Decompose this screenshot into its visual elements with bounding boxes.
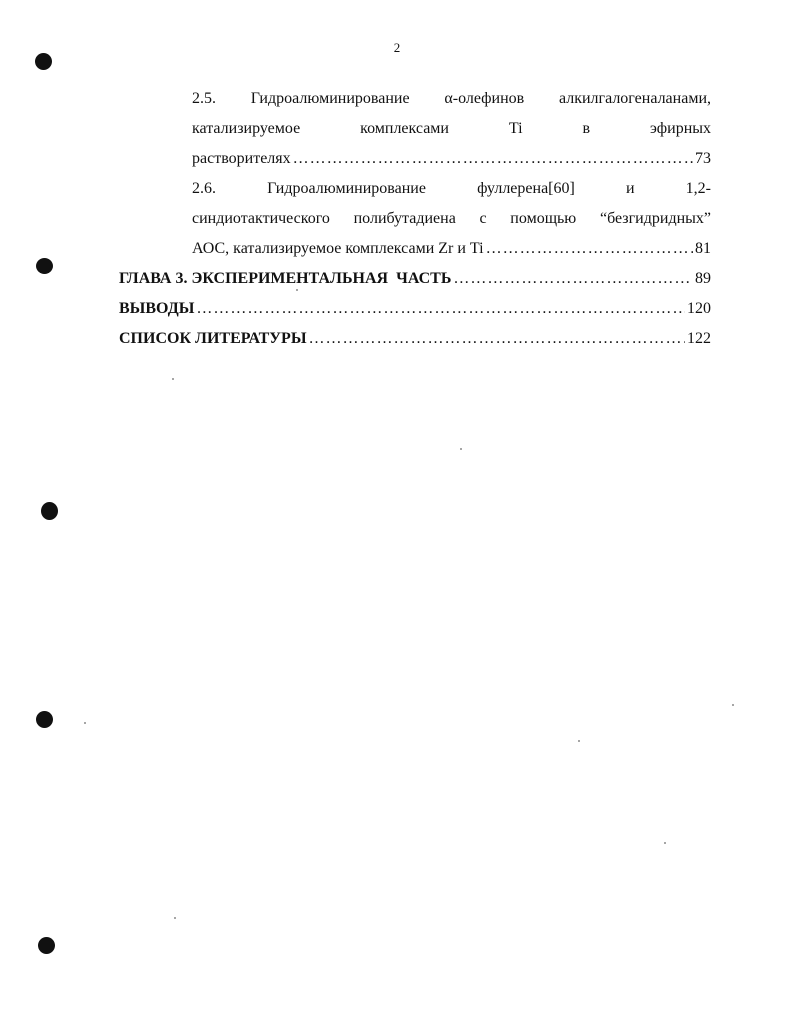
toc-references — [119, 324, 711, 354]
toc-entry-line — [192, 84, 711, 114]
toc-entry-text: растворителях — [192, 150, 291, 167]
toc-chapter-title: ВЫВОДЫ — [119, 300, 195, 317]
toc-entry-text: Гидроалюминирование α-олефинов алкилгалогеналанами, — [250, 90, 711, 107]
binder-hole-5 — [38, 937, 55, 954]
binder-hole-2 — [36, 258, 53, 274]
toc-page-number: 73 — [695, 150, 711, 167]
toc-entry-line — [192, 174, 711, 204]
toc-entry-line: синдиотактического полибутадиена с помощью “безгидридных” — [192, 210, 711, 227]
toc-chapter-title: СПИСОК ЛИТЕРАТУРЫ — [119, 330, 307, 347]
toc-page-number: 120 — [687, 300, 711, 317]
toc-entry-2-6 — [119, 174, 711, 264]
toc-entry-last-line — [192, 144, 711, 174]
binder-hole-1 — [35, 53, 52, 70]
dot-leader — [453, 264, 693, 294]
scan-speck — [578, 740, 580, 742]
scan-speck — [174, 917, 176, 919]
scan-speck — [84, 722, 86, 724]
toc-entry-last-line — [192, 234, 711, 264]
dot-leader — [293, 144, 693, 174]
toc-conclusions — [119, 294, 711, 324]
toc-entry-line: катализируемое комплексами Ti в эфирных — [192, 120, 711, 137]
scan-speck — [460, 448, 462, 450]
binder-hole-4 — [36, 711, 53, 728]
dot-leader — [486, 234, 693, 264]
toc-entry-number: 2.5. — [192, 90, 216, 107]
toc-page-number: 122 — [687, 330, 711, 347]
toc-entry-number: 2.6. — [192, 180, 216, 197]
dot-leader — [196, 294, 685, 324]
dot-leader — [309, 324, 685, 354]
toc-page-number: 89 — [695, 270, 711, 287]
toc-entry-text: АОС, катализируемое комплексами Zr и Ti — [192, 240, 484, 257]
toc-page-number: 81 — [695, 240, 711, 257]
scan-speck — [172, 378, 174, 380]
page-number: 2 — [393, 40, 401, 55]
toc-chapter-title: ГЛАВА 3. ЭКСПЕРИМЕНТАЛЬНАЯ ЧАСТЬ — [119, 270, 452, 287]
binder-hole-3 — [41, 502, 58, 520]
toc-entry-text: Гидроалюминирование фуллерена[60] и 1,2- — [267, 180, 711, 197]
table-of-contents — [119, 84, 711, 354]
toc-chapter-3 — [119, 264, 711, 294]
scan-speck — [664, 842, 666, 844]
scan-speck — [732, 704, 734, 706]
toc-entry-2-5 — [119, 84, 711, 174]
